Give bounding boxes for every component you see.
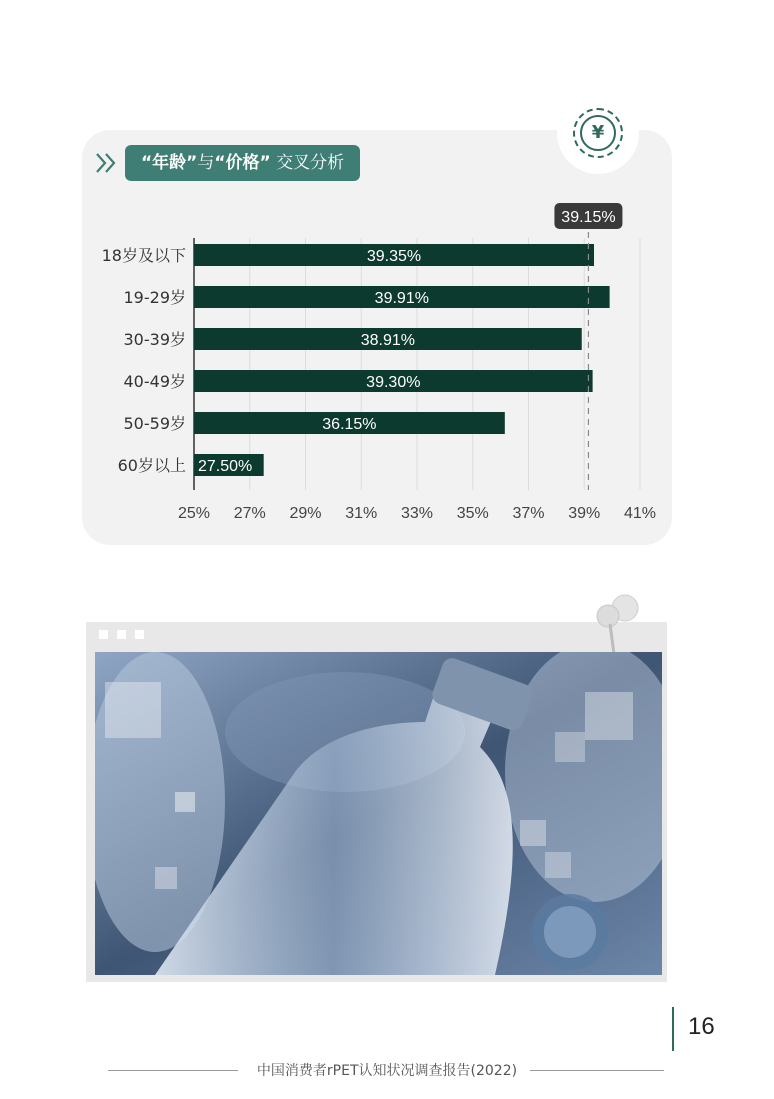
x-tick-label: 29%	[289, 505, 322, 522]
window-dot	[117, 630, 126, 639]
title-price: “价格”	[214, 153, 271, 173]
bar-value-label: 39.91%	[374, 290, 429, 307]
x-tick-label: 27%	[233, 505, 266, 522]
plastic-bottles-photo	[95, 652, 662, 975]
bar-value-label: 39.30%	[366, 374, 421, 391]
category-label: 50-59岁	[123, 414, 186, 433]
category-label: 30-39岁	[123, 330, 186, 349]
x-tick-label: 33%	[400, 505, 434, 522]
bar-value-label: 39.35%	[366, 248, 422, 265]
footer	[0, 1060, 774, 1080]
footer-text: 中国消费者rPET认知状况调查报告(2022)	[247, 1063, 527, 1079]
page-number: 16	[688, 1013, 715, 1040]
x-tick-label: 41%	[623, 505, 657, 522]
title-age: “年龄”	[141, 153, 198, 173]
bar-value-label: 27.50%	[198, 458, 253, 475]
yen-circle-icon: ¥	[580, 115, 616, 151]
window-dot	[135, 630, 144, 639]
title-connector: 与	[197, 153, 215, 173]
category-label: 18岁及以下	[101, 246, 186, 265]
x-tick-label: 31%	[345, 505, 378, 522]
reference-label: 39.15%	[561, 209, 616, 226]
bar-value-label: 38.91%	[360, 332, 416, 349]
x-tick-label: 37%	[512, 505, 545, 522]
title-rest: 交叉分析	[276, 153, 345, 173]
category-label: 60岁以上	[117, 456, 186, 475]
x-tick-label: 39%	[568, 505, 601, 522]
bottles-illustration	[95, 652, 662, 975]
bar-value-label: 36.15%	[322, 416, 377, 433]
category-label: 40-49岁	[123, 372, 186, 391]
x-tick-label: 35%	[456, 505, 489, 522]
window-dot	[99, 630, 108, 639]
x-tick-label: 25%	[177, 505, 211, 522]
page-number-bar	[672, 1007, 674, 1051]
category-label: 19-29岁	[123, 288, 186, 307]
